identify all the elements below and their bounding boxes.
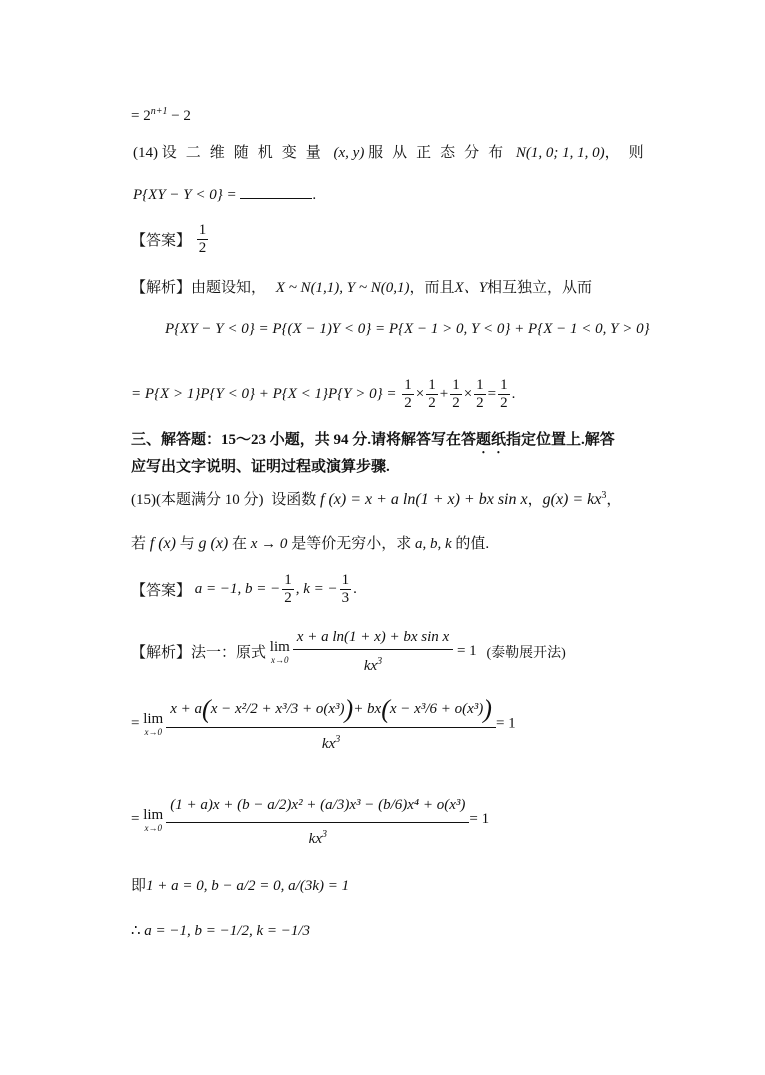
- q14-answer: [131, 222, 210, 257]
- times-sign: ×: [463, 386, 473, 402]
- section3-heading-line2: 应写出文字说明、证明过程或演算步骤.: [131, 459, 390, 475]
- lim-sub: x→0: [144, 726, 162, 737]
- limit-numerator: x + a ln(1 + x) + bx sin x: [293, 625, 453, 650]
- half-den: 2: [500, 395, 508, 411]
- result: a = −1, b = −1/2, k = −1/3: [144, 923, 311, 939]
- q15-f: f (x) = x + a ln(1 + x) + bx sin x: [320, 491, 528, 508]
- q14-number: (14): [133, 145, 158, 161]
- fraction-num: 1: [198, 222, 207, 238]
- step2-denominator: [166, 728, 496, 756]
- limit-operator: [143, 807, 163, 833]
- half-5: [498, 377, 510, 412]
- answer-b-frac: [282, 572, 294, 607]
- q15-number: (15): [131, 492, 156, 508]
- times-sign: ×: [415, 386, 425, 402]
- q14-end: .: [312, 187, 317, 203]
- conditions: 1 + a = 0, b − a/2 = 0, a/(3k) = 1: [146, 878, 350, 894]
- q15-l2-a: 若: [131, 536, 147, 552]
- q15-g-exp: 3: [601, 490, 607, 501]
- q13-tail-rest: − 2: [167, 108, 191, 124]
- analysis-text2: ，而且: [409, 280, 455, 296]
- half-den: 2: [404, 395, 412, 411]
- q14-statement: [133, 141, 653, 162]
- fraction-half: [197, 222, 209, 257]
- frac-num: 1: [284, 572, 292, 588]
- q15-l2-g: g (x): [198, 535, 229, 552]
- eq1: = 1: [456, 643, 477, 659]
- step2-fraction: [166, 692, 496, 756]
- limit-operator: [143, 711, 163, 737]
- q14-text3: ，则: [604, 145, 653, 161]
- step3-numerator: (1 + a)x + (b − a/2)x² + (a/3)x³ − (b/6)x⁴ + o(x³): [166, 788, 469, 823]
- den-exp: 3: [377, 656, 383, 667]
- den-text: kx: [363, 658, 378, 674]
- half-1: [402, 377, 414, 412]
- limit-denominator: [293, 650, 453, 678]
- step3-fraction: [166, 788, 469, 851]
- inner1: x − x²/2 + x³/3 + o(x³): [210, 701, 345, 717]
- q15-l2-lim: x → 0: [250, 536, 288, 552]
- den-exp: 3: [335, 733, 341, 745]
- section3-c: 题纸: [476, 432, 507, 448]
- lim-text: lim: [143, 710, 164, 727]
- paren-open: (: [202, 694, 211, 724]
- analysis-label: 【解析】: [131, 645, 192, 661]
- q14-dist: N(1, 0; 1, 1, 0): [515, 145, 605, 161]
- step2-eq: = 1: [495, 715, 516, 732]
- q15-conditions: [131, 874, 349, 895]
- q15-result: [131, 921, 310, 940]
- q14-text: 设二维随机变量: [161, 145, 330, 161]
- paren-close: ): [344, 694, 354, 724]
- q15-score: (本题满分 10 分): [156, 492, 264, 508]
- analysis-method: 法一：原式: [191, 645, 267, 661]
- q15-statement: [131, 488, 621, 509]
- half-num: 1: [476, 377, 484, 393]
- half-den: 2: [428, 395, 436, 411]
- analysis-xy: X、Y: [454, 280, 488, 296]
- half-num: 1: [452, 377, 460, 393]
- limit-fraction: [293, 625, 453, 678]
- answer-a: a = −1, b = −: [194, 581, 281, 597]
- q14-answer-blank: [240, 186, 312, 199]
- therefore-sign: ∴: [131, 923, 141, 939]
- q15-l2-b: 与: [179, 536, 195, 552]
- equals-sign: =: [487, 386, 497, 402]
- answer-label: 【答案】: [131, 583, 192, 599]
- answer-end: .: [353, 581, 357, 597]
- half-den: 2: [476, 395, 484, 411]
- q14-prob: P{XY − Y < 0} =: [133, 187, 237, 203]
- q14-analysis-line2: P{XY − Y < 0} = P{(X − 1)Y < 0} = P{X − 1 > 0, Y < 0} + P{X − 1 < 0, Y > 0}: [165, 321, 650, 337]
- analysis-dists: X ~ N(1,1), Y ~ N(0,1): [275, 280, 410, 296]
- q13-tail-equation: [131, 106, 191, 125]
- step3-eq: = 1: [469, 811, 490, 827]
- half-den: 2: [452, 395, 460, 411]
- q15-analysis-step2: [131, 692, 516, 756]
- fraction-den: 2: [198, 240, 207, 256]
- half-4: [474, 377, 486, 412]
- q15-statement-line2: [131, 532, 489, 553]
- answer-k-frac: [340, 572, 352, 607]
- paren-open: (: [381, 694, 390, 724]
- half-2: [426, 377, 438, 412]
- answer-k: , k = −: [295, 581, 338, 597]
- q15-text: 设函数: [271, 492, 317, 508]
- q15-comma: ，: [527, 492, 543, 508]
- q15-l2-d: 是等价无穷小，求: [291, 536, 412, 552]
- lim-sub: x→0: [271, 654, 289, 665]
- analysis-text: 由题设知，: [191, 280, 267, 296]
- half-num: 1: [404, 377, 412, 393]
- paren-close: ): [483, 694, 492, 724]
- half-num: 1: [500, 377, 508, 393]
- frac-den: 2: [284, 590, 292, 606]
- q14-probability: [133, 186, 316, 204]
- q14-analysis-line1: [131, 276, 592, 297]
- half-3: [450, 377, 462, 412]
- analysis-text3: 相互独立，从而: [487, 280, 593, 296]
- eq-sign: =: [131, 811, 140, 827]
- den-text: kx: [308, 831, 322, 847]
- frac-num: 1: [341, 572, 350, 588]
- answer-label: 【答案】: [131, 233, 192, 249]
- q13-tail-eq: = 2: [131, 108, 151, 124]
- num-a: x + a: [170, 701, 203, 717]
- q15-analysis-step3: [131, 788, 489, 851]
- step2-numerator: [166, 692, 496, 728]
- q13-tail-exp: n+1: [150, 106, 168, 117]
- q14-text2: 服从正态分布: [368, 145, 513, 161]
- section3-b: 请将解答写在答: [371, 432, 477, 448]
- analysis-label: 【解析】: [131, 280, 192, 296]
- lim-sub: x→0: [144, 822, 162, 833]
- section3-heading-line1: [131, 428, 615, 457]
- den-exp: 3: [321, 829, 327, 840]
- q15-end: ，: [606, 492, 622, 508]
- lim-text: lim: [143, 806, 164, 823]
- plus-sign: +: [439, 386, 449, 402]
- num-b: + bx: [353, 701, 382, 717]
- q15-answer: [131, 572, 357, 607]
- end-dot: .: [511, 386, 516, 402]
- den-text: kx: [321, 735, 336, 752]
- eq-sign: =: [131, 715, 140, 732]
- inner2: x − x³/6 + o(x³): [389, 701, 484, 717]
- taylor-note: (泰勒展开法): [486, 645, 566, 661]
- q14-var: (x, y): [333, 145, 365, 161]
- half-num: 1: [428, 377, 436, 393]
- frac-den: 3: [341, 590, 350, 606]
- section3-d: 指定位置上.解答: [506, 432, 615, 448]
- line3-prefix: = P{X > 1}P{Y < 0} + P{X < 1}P{Y > 0} =: [131, 386, 397, 402]
- q15-l2-e: 的值.: [455, 536, 490, 552]
- step3-denominator: [166, 823, 469, 851]
- section3-a: 三、解答题：15～23 小题，共 94 分.: [131, 432, 372, 448]
- q14-analysis-line3: [131, 377, 515, 412]
- q15-l2-c: 在: [232, 536, 248, 552]
- q15-analysis-line1: [131, 625, 566, 678]
- ji-text: 即: [131, 878, 147, 894]
- lim-text: lim: [269, 638, 290, 655]
- q15-l2-vars: a, b, k: [414, 536, 452, 552]
- q15-g: g(x) = kx: [542, 491, 602, 508]
- limit-operator: [270, 639, 290, 665]
- q15-l2-f: f (x): [149, 535, 176, 552]
